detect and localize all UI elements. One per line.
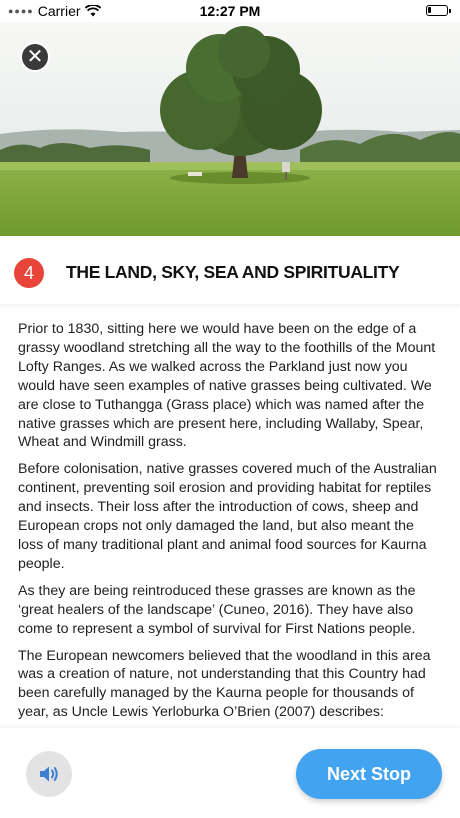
stop-title: THE LAND, SKY, SEA AND SPIRITUALITY [66, 262, 400, 282]
carrier-label: Carrier [37, 3, 81, 19]
battery-icon [426, 5, 448, 16]
paragraph: Before colonisation, native grasses covered much of the Australian continent, preventing soil erosion and providing habitat for reptiles and insects. Their loss after the introduction of cows, sheep and European crops not only damaged the land, but also meant the loss of many traditional plant and animal food sources for Kaurna people. [18, 461, 437, 572]
audio-button[interactable] [26, 751, 72, 797]
paragraph: As they are being reintroduced these grasses are known as the ‘great healers of the landscape’ (Cuneo, 2016). They have also come to represent a symbol of survival for First Nations people. [18, 582, 416, 637]
paragraph: The European newcomers believed that the woodland in this area was a creation of nature, not understanding that this Country had been carefully managed by the Kaurna people for thousands of year, as Uncle Lewis Yerloburka O’Brien (2007) describes: [18, 647, 431, 721]
next-stop-button[interactable]: Next Stop [296, 749, 442, 799]
stop-number-badge: 4 [14, 258, 44, 288]
paragraph: Prior to 1830, sitting here we would have been on the edge of a grassy woodland stretching all the way to the foothills of the Mount Lofty Ranges. As we walked across the Parkland just now you would have seen examples of native grasses being cultivated. We are close to Tuthangga (Grass place) which was named after the native grasses which are present here, including Wallaby, Spear, Wheat and Windmill grass. [18, 321, 436, 451]
close-button[interactable] [20, 42, 50, 72]
signal-icon: ●●●● [8, 6, 34, 16]
speaker-icon [38, 764, 60, 784]
hero-image [0, 22, 460, 236]
status-time: 12:27 PM [199, 3, 261, 19]
status-bar [0, 0, 460, 22]
tree-park-illustration [0, 22, 460, 236]
stop-description [18, 320, 442, 725]
close-icon: ✕ [26, 46, 44, 68]
